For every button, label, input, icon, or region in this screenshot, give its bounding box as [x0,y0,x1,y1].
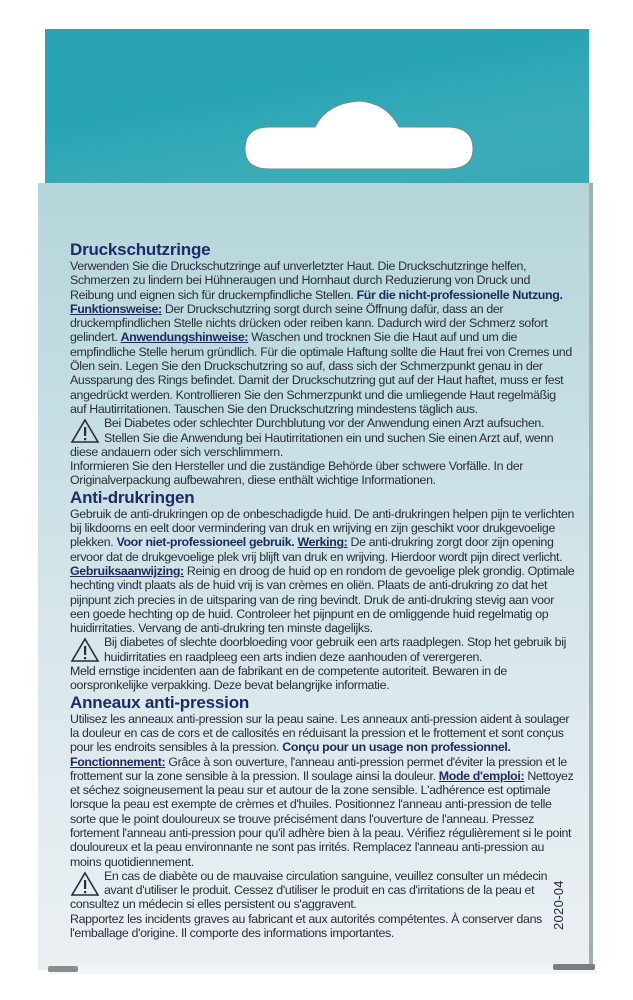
reporting-notice: Informieren Sie den Hersteller und die zuständige Behörde über schwere Vorfälle. In der Originalverpackung aufbewahren, diese enthält wichtige Informationen. [70,459,524,488]
reporting-notice: Meld ernstige incidenten aan de fabrikant en de competente autoriteit. Bewaren in de oorspronkelijke verpakking. Deze bevat belangrijke informatie. [70,664,507,693]
flap-shadow-left [48,966,78,972]
warning-triangle-icon [70,418,100,444]
warning-triangle-icon [70,871,100,897]
function-label: Fonctionnement: [70,754,166,769]
usage-label: Anwendungshinweise: [120,330,249,345]
hang-hole [241,95,477,169]
non-professional-notice: Für die nicht-professionelle Nutzung. [356,287,563,302]
instructions-text [70,240,575,940]
section-dutch [70,488,575,693]
flap-shadow-right [553,964,595,970]
function-label: Werking: [297,535,348,550]
reporting-notice: Rapportez les incidents graves au fabricant et aux autorités compétentes. À conserver dans l'emballage d'origine. Il comporte des informations importantes. [70,911,542,941]
non-professional-notice: Conçu pour un usage non professionnel. [282,740,511,755]
section-german [70,240,575,488]
usage-label: Gebruiksaanwijzing: [70,563,184,578]
hang-tab [45,29,589,184]
warning-block [70,416,575,459]
warning-text: Bei Diabetes oder schlechter Durchblutung vor der Anwendung einen Arzt aufsuchen. Stellen Sie die Anwendung bei Hautirritationen ein und suchen Sie einen Arzt auf, wenn diese andauern oder sich verschlimmern. [70,416,554,459]
function-label: Funktionsweise: [70,301,162,316]
section-title: Anneaux anti-pression [70,692,250,712]
section-french [70,693,575,941]
date-code: 2020-04 [551,880,566,930]
non-professional-notice: Voor niet-professioneel gebruik. [116,535,295,550]
package-bottom-edge [48,964,596,974]
section-title: Anti-drukringen [70,487,195,507]
warning-block [70,635,575,664]
warning-block [70,869,575,912]
warning-text: Bij diabetes of slechte doorbloeding voor gebruik een arts raadplegen. Stop het gebruik bij huidirritaties en raadpleeg een arts indien deze aanhouden of verergeren. [104,635,567,664]
section-body: Verwenden Sie die Druckschutzringe auf unverletzter Haut. Die Druckschutzringe helfen, Schmerzen zu lindern bei Hühneraugen und Hornhaut durch Reduzierung von Druck und Reibung und eignen sich für druckempfindliche Stellen. Für die nicht-professionelle Nutzung. Funktionsweise: Der Druckschutzring sorgt durch seine Öffnung dafür, dass an der druckempfindlichen Stelle nichts drücken oder reiben kann. Dadurch wird der Schmerz sofort gelindert. Anwendungshinweise: Waschen und trocknen Sie die Haut auf und um die empfindliche Stelle herum gründlich. Für die optimale Haftung sollte die Haut frei von Cremes und Ölen sein. Legen Sie den Druckschutzring so auf, dass sich der Schmerzpunkt genau in der Aussparung des Rings befindet. Damit der Druckschutzring gut auf der Haut haftet, muss er fest angedrückt werden. Kontrollieren Sie den Schmerzpunkt und die umliegende Haut regelmäßig auf Hautirritationen. Tauschen Sie den Druckschutzring mindestens täglich aus. [70,259,572,416]
usage-label: Mode d'emploi: [438,768,525,783]
warning-text: En cas de diabète ou de mauvaise circulation sanguine, veuillez consulter un médecin avant d'utiliser le produit. Cessez d'utiliser le produit en cas d'irritations de la peau et consultez un médecin si elles persistent ou s'aggravent. [70,868,548,912]
warning-triangle-icon [70,637,100,663]
section-title: Druckschutzringe [70,240,211,259]
section-body: Utilisez les anneaux anti-pression sur la peau saine. Les anneaux anti-pression aident à soulager la douleur en cas de cors et de callosités en réduisant la pression et le frottement et sont conçus pour les endroits sensibles à la pression. Conçu pour un usage non professionnel. Fonctionnement: Grâce à son ouverture, l'anneau anti-pression permet d'éviter la pression et le frottement sur la zone sensible à la pression. Il soulage ainsi la douleur. Mode d'emploi: Nettoyez et séchez soigneusement la peau sur et autour de la zone sensible. L'adhérence est optimale lorsque la peau est exempte de crèmes et d'huiles. Positionnez l'anneau anti-pression de telle sorte que le point douloureux se trouve précisément dans l'ouverture de l'anneau. Pressez fortement l'anneau anti-pression pour qu'il adhère bien à la peau. Vérifiez régulièrement si le point douloureux et la peau environnante ne sont pas irrités. Remplacez l'anneau anti-pression au moins quotidiennement. [70,711,574,869]
section-body: Gebruik de anti-drukringen op de onbeschadigde huid. De anti-drukringen helpen pijn te verlichten bij likdoorns en eelt door vermindering van druk en wrijving en zijn geschikt voor drukgevoelige plekken. Voor niet-professioneel gebruik. Werking: De anti-drukring zorgt door zijn opening ervoor dat de drukgevoelige plek vrij blijft van druk en wrijving. Hierdoor wordt pijn direct verlicht. Gebruiksaanwijzing: Reinig en droog de huid op en rondom de gevoelige plek grondig. Optimale hechting vindt plaats als de huid vrij is van crèmes en oliën. Plaats de anti-drukring zo dat het pijnpunt zich precies in de uitsparing van de ring bevindt. Druk de anti-drukring stevig aan voor een goede hechting op de huid. Controleer het pijnpunt en de omliggende huid regelmatig op huidirritaties. Vervang de anti-drukring ten minste dagelijks. [70,506,575,636]
